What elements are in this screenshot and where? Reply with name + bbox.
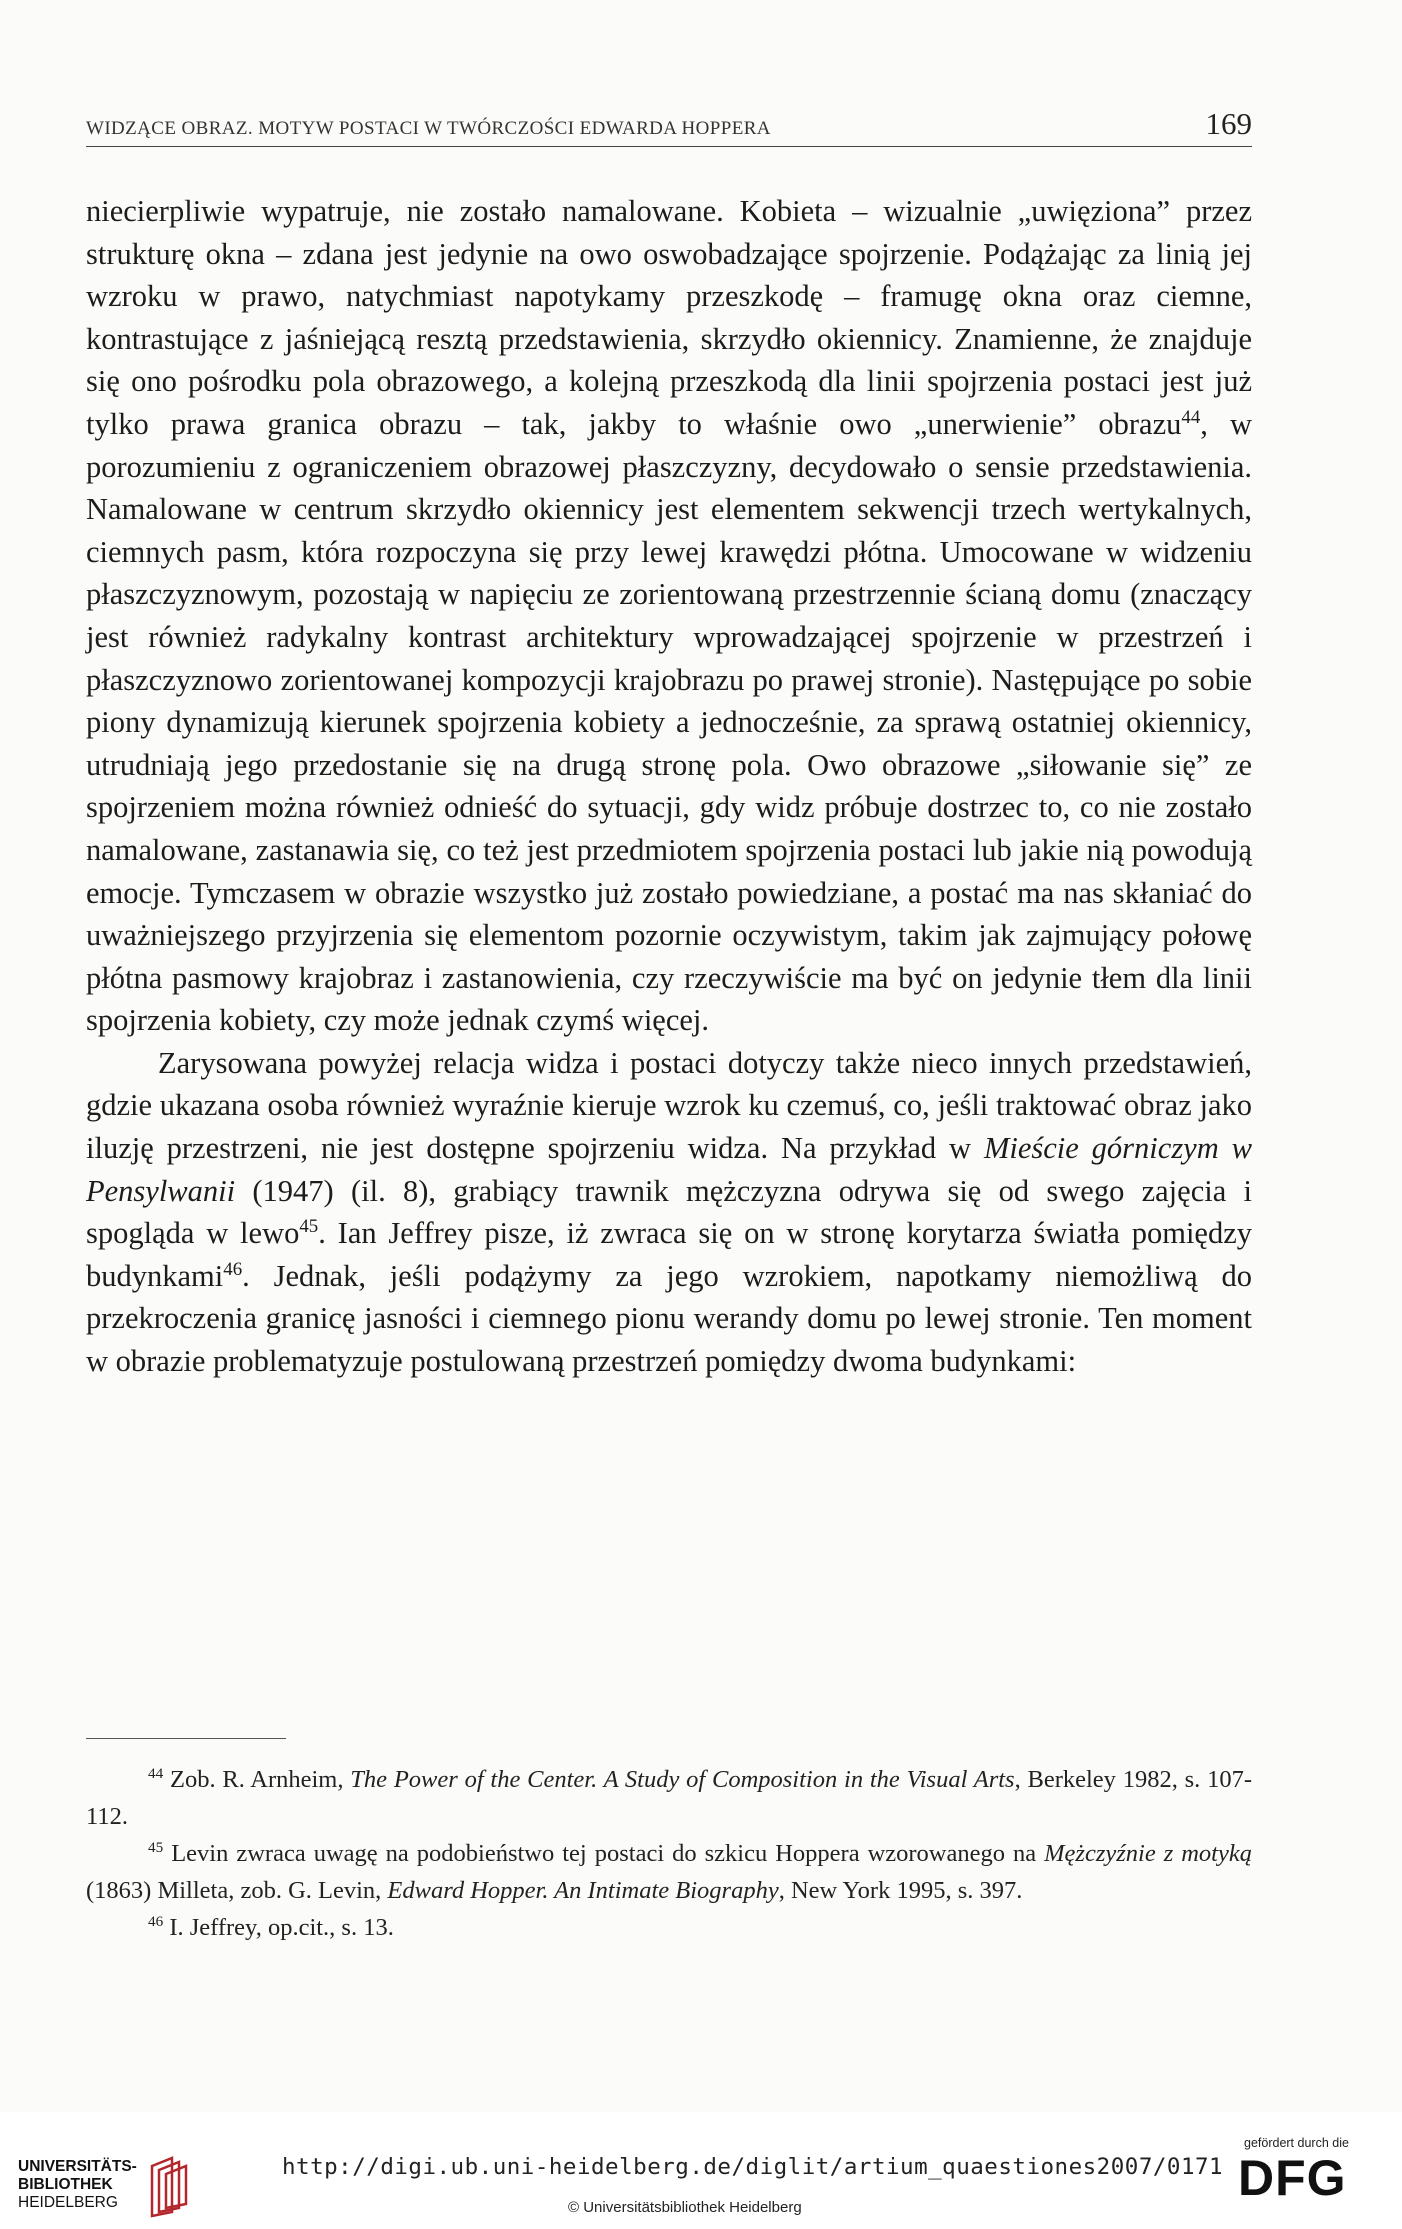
dfg-logo-block[interactable] — [1232, 2136, 1392, 2206]
digital-copy-link[interactable]: http://digi.ub.uni-heidelberg.de/diglit/artium_quaestiones2007/0171 — [282, 2154, 1224, 2180]
digitization-footer — [0, 2112, 1402, 2229]
text-run: . Ian Jeffrey pisze, iż zwraca się on w stronę korytarza światła pomiędzy budynkami — [86, 1216, 1252, 1293]
footnote — [86, 1835, 1252, 1909]
footnote-marker: 46 — [223, 1258, 243, 1280]
footnote — [86, 1761, 1252, 1835]
text-run: , w porozumieniu z ograniczeniem obrazowej płaszczyzny, decydowało o sensie przedstawienia. Namalowane w centrum skrzydło okiennicy jest elementem sekwencji trzech wertykalnych, ciemnych pasm, która rozpoczyna się przy lewej krawędzi płótna. Umocowane w widzeniu płaszczyznowym, pozostają w napięciu ze zorientowaną przestrzennie ścianą domu (znaczący jest również radykalny kontrast architektury wprowadzającej spojrzenie w przestrzeń i płaszczyznowo zorientowanej kompozycji krajobrazu po prawej stronie). Następujące po sobie piony dynamizują kierunek spojrzenia kobiety a jednocześnie, za sprawą ostatniej okiennicy, utrudniają jego przedostanie się na drugą stronę pola. Owo obrazowe „siłowanie się” ze spojrzeniem można również odnieść do sytuacji, gdy widz próbuje dostrzec to, co nie zostało namalowane, zastanawia się, co też jest przedmiotem spojrzenia postaci lub jakie nią powodują emocje. Tymczasem w obrazie wszystko już zostało powiedziane, a postać ma nas skłaniać do uważniejszego przyjrzenia się elementom pozornie oczywistym, takim jak zajmujący połowę płótna pasmowy krajobraz i zastanowienia, czy rzeczywiście ma być on jedynie tłem dla linii spojrzenia kobiety, czy może jednak czymś więcej. — [86, 406, 1253, 1038]
library-name-line1: UNIVERSITÄTS- — [18, 2158, 137, 2175]
text-run: Zarysowana powyżej relacja widza i postaci dotyczy także nieco innych przedstawień, gdzie ukazana osoba również wyraźnie kieruje wzrok ku czemuś, co, jeśli traktować obraz jako iluzję przestrzeni, nie jest dostępne spojrzeniu widza. Na przykład w — [86, 1045, 1252, 1166]
running-header — [86, 98, 1252, 147]
text-run: niecierpliwie wypatruje, nie zostało namalowane. Kobieta – wizualnie „uwięziona” przez strukturę okna – zdana jest jedynie na owo oswobadzające spojrzenie. Podążając za linią jej wzroku w prawo, natychmiast napotykamy przeszkodę – framugę okna oraz ciemne, kontrastujące z jaśniejącą resztą przedstawienia, skrzydło okiennicy. Znamienne, że znajduje się ono pośrodku pola obrazowego, a kolejną przeszkodą dla linii spojrzenia postaci jest już tylko prawa granica obrazu – tak, jakby to właśnie owo „unerwienie” obrazu — [86, 194, 1252, 441]
library-name-line2: BIBLIOTHEK — [18, 2176, 113, 2193]
paragraph — [86, 1042, 1252, 1383]
footnote-marker: 45 — [148, 1838, 164, 1856]
text-run: (1947) (il. 8), grabiący trawnik mężczyzna odrywa się od swego zajęcia i spogląda w lewo — [86, 1173, 1252, 1251]
italic-title: Edward Hopper. An Intimate Biography — [387, 1877, 779, 1904]
text-run: , New York 1995, s. 397. — [778, 1877, 1023, 1904]
italic-title: The Power of the Center. A Study of Composition in the Visual Arts — [350, 1766, 1015, 1793]
footnote-marker: 44 — [1181, 406, 1201, 428]
italic-title: Mieście górniczym w Pensylwanii — [86, 1131, 1252, 1208]
library-name-line3: HEIDELBERG — [18, 2194, 118, 2211]
footnote-separator — [86, 1738, 286, 1739]
dfg-caption: gefördert durch die — [1244, 2136, 1349, 2150]
paragraph — [86, 190, 1252, 1042]
university-library-logo[interactable] — [18, 2156, 248, 2216]
running-title: WIDZĄCE OBRAZ. MOTYW POSTACI W TWÓRCZOŚCI EDWARDA HOPPERA — [86, 118, 771, 139]
library-name — [18, 2158, 137, 2212]
library-mark-icon — [146, 2156, 210, 2218]
text-run: . Jednak, jeśli podążymy za jego wzrokiem, napotkamy niemożliwą do przekroczenia granicę jasności i ciemnego pionu werandy domu po lewej stronie. Ten moment w obrazie problematyzuje postulowaną przestrzeń pomiędzy dwoma budynkami: — [86, 1258, 1252, 1379]
footnote-marker: 44 — [148, 1764, 164, 1782]
text-run: Levin zwraca uwagę na podobieństwo tej postaci do szkicu Hoppera wzorowanego na — [163, 1840, 1045, 1867]
copyright-notice: © Universitätsbibliothek Heidelberg — [568, 2199, 802, 2216]
footnotes — [86, 1761, 1252, 1946]
text-run: Zob. R. Arnheim, — [163, 1766, 351, 1793]
dfg-logo: DFG — [1238, 2150, 1347, 2206]
text-run: , Berkeley 1982, s. 107-112. — [86, 1766, 1252, 1830]
italic-title: Mężczyźnie z motyką — [1044, 1840, 1252, 1867]
body-text — [86, 190, 1252, 1383]
footnote — [86, 1909, 1252, 1946]
page-number: 169 — [1205, 106, 1252, 141]
text-run: (1863) Milleta, zob. G. Levin, — [86, 1877, 388, 1904]
footnote-marker: 46 — [148, 1912, 164, 1930]
footnote-marker: 45 — [299, 1216, 319, 1238]
text-run: I. Jeffrey, op.cit., s. 13. — [163, 1914, 394, 1941]
